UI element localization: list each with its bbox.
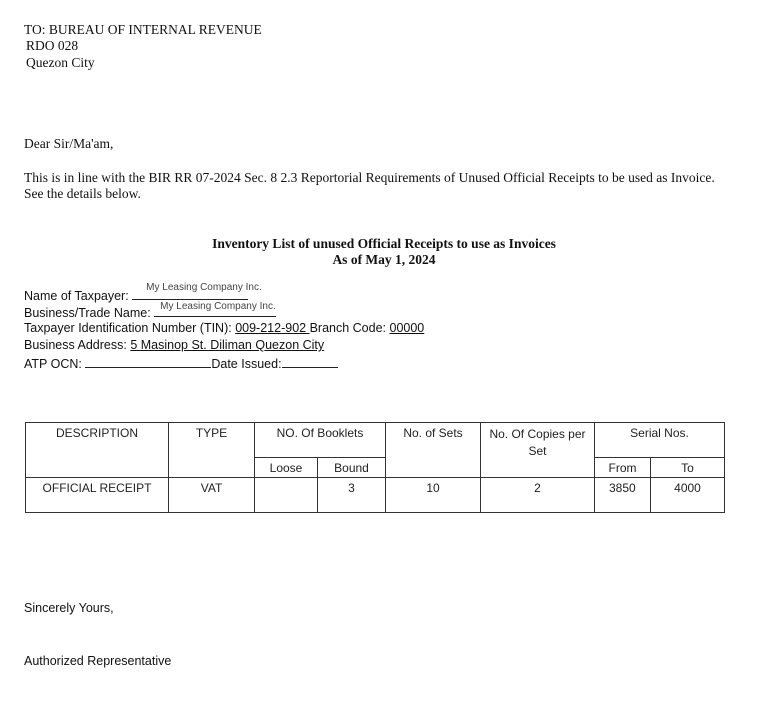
date-issued-line[interactable] — [282, 354, 338, 368]
cell-serial-to: 4000 — [651, 478, 725, 513]
trade-name-label: Business/Trade Name: — [24, 306, 155, 320]
header-to: To — [651, 458, 725, 478]
cell-copies: 2 — [481, 478, 595, 513]
trade-name-line[interactable] — [154, 303, 276, 317]
report-subtitle: As of May 1, 2024 — [332, 252, 436, 267]
header-bound: Bound — [318, 458, 386, 478]
taxpayer-name-value: My Leasing Company Inc. — [146, 282, 262, 293]
branch-code-label: Branch Code: — [309, 321, 390, 335]
business-address-label: Business Address: — [24, 338, 131, 352]
cell-type: VAT — [169, 478, 255, 513]
trade-name-field — [24, 303, 276, 321]
atp-ocn-line[interactable] — [85, 354, 211, 368]
signatory: Authorized Representative — [24, 654, 172, 668]
table-row — [26, 478, 725, 513]
cell-description: OFFICIAL RECEIPT — [26, 478, 169, 513]
body-line-2: See the details below. — [24, 186, 141, 201]
taxpayer-name-line[interactable] — [132, 282, 262, 300]
body-line-1: This is in line with the BIR RR 07-2024 Sec. 8 2.3 Reportorial Requirements of Unused Official Receipts to be used as Invoice. — [24, 170, 715, 185]
header-description: DESCRIPTION — [26, 423, 169, 478]
inventory-table — [25, 422, 725, 513]
cell-bound: 3 — [318, 478, 386, 513]
business-address-field — [24, 337, 324, 353]
addressee-rdo: RDO 028 — [26, 38, 79, 53]
salutation: Dear Sir/Ma'am, — [24, 136, 114, 151]
cell-sets: 10 — [386, 478, 481, 513]
header-loose: Loose — [255, 458, 318, 478]
addressee-line-1: TO: BUREAU OF INTERNAL REVENUE — [24, 22, 262, 37]
addressee-city: Quezon City — [26, 55, 95, 70]
sign-off: Sincerely Yours, — [24, 601, 114, 615]
cell-serial-from: 3850 — [595, 478, 651, 513]
header-serial: Serial Nos. — [595, 423, 725, 458]
header-type: TYPE — [169, 423, 255, 478]
date-issued-label: Date Issued: — [211, 357, 282, 371]
header-sets: No. of Sets — [386, 423, 481, 478]
business-address-value: 5 Masinop St. Diliman Quezon City — [130, 338, 325, 352]
cell-loose — [255, 478, 318, 513]
header-copies: No. Of Copies per Set — [481, 423, 595, 478]
atp-field — [24, 354, 338, 372]
tin-value: 009-212-902 — [235, 321, 310, 335]
branch-code-value: 00000 — [389, 321, 425, 335]
taxpayer-name-label: Name of Taxpayer: — [24, 289, 133, 303]
tin-label: Taxpayer Identification Number (TIN): — [24, 321, 236, 335]
header-booklets: NO. Of Booklets — [255, 423, 386, 458]
tin-field — [24, 320, 424, 336]
header-from: From — [595, 458, 651, 478]
report-title: Inventory List of unused Official Receipts to use as Invoices — [212, 236, 556, 251]
trade-name-value: My Leasing Company Inc. — [160, 301, 276, 312]
atp-ocn-label: ATP OCN: — [24, 357, 86, 371]
